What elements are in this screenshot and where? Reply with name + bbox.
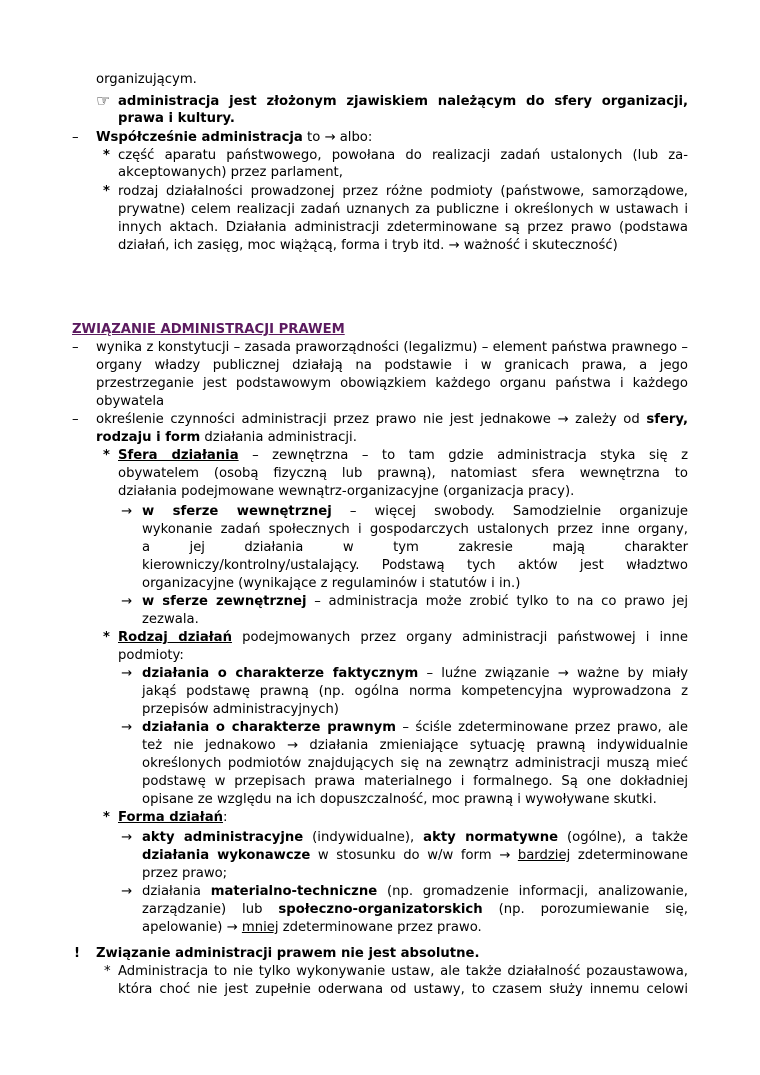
dash-bullet: – — [72, 340, 79, 355]
bold-text: w sferze zewnętrznej — [142, 594, 307, 609]
underlined-text: mniej — [241, 920, 279, 935]
text-line — [118, 447, 688, 465]
word: charakter — [624, 540, 688, 555]
text-line: organizującym. — [96, 72, 197, 87]
text-line — [96, 129, 372, 147]
word: tym — [393, 540, 419, 555]
bold-text: rodzaju i form — [96, 430, 201, 445]
text-line: podstawę w przepisach prawa materialnego i formalnego. Są one dokładniej — [142, 774, 688, 789]
bold-text: Współcześnie administracja — [96, 130, 303, 145]
word: mają — [552, 540, 586, 555]
text-line — [142, 901, 688, 919]
bold-text: w sferze wewnętrznej — [142, 504, 332, 519]
star-bullet: * — [103, 810, 110, 825]
bold-underlined-text: Forma działań — [118, 810, 223, 825]
text-line: działań, ich zasięg, moc wiążącą, forma i tryb itd. → ważność i skuteczność) — [118, 238, 618, 253]
section-heading: ZWIĄZANIE ADMINISTRACJI PRAWEM — [72, 322, 345, 337]
text-line: wykonanie zadań społecznych i gospodarczych ustalonych przez inne organy, — [142, 522, 688, 537]
bold-text: działania o charakterze faktycznym — [142, 666, 419, 681]
text-line — [142, 593, 688, 611]
bold-text: sfery, — [646, 412, 688, 427]
word: jej — [189, 540, 205, 555]
dash-bullet: – — [72, 412, 79, 427]
text-span: określenie czynności administracji przez prawo nie jest jednakowe → zależy od — [96, 412, 647, 427]
star-bullet: * — [103, 148, 110, 163]
text-span: zdeterminowane — [570, 848, 689, 863]
text-line: przez prawo; — [142, 866, 228, 881]
underlined-text: bardziej — [517, 848, 571, 863]
star-bullet: * — [103, 630, 110, 645]
text-line: też nie jednakowo → działania zmieniające sytuację prawną indywidualnie — [142, 738, 688, 753]
arrow-bullet: → — [121, 830, 133, 845]
text-span: podejmowanych przez organy administracji państwowej i inne — [231, 630, 688, 645]
pointing-hand-icon: ☞ — [96, 91, 111, 110]
text-line: która choć nie jest zupełnie oderwana od ustawy, to czasem służy innemu celowi — [118, 982, 688, 997]
bold-text: działania wykonawcze — [142, 848, 311, 863]
text-line: Administracja to nie tylko wykonywanie ustaw, ale także działalność pozaustawowa, — [118, 964, 688, 979]
exclamation-icon: ! — [74, 946, 81, 961]
text-line — [118, 809, 227, 827]
text-line: akceptowanych) przez parlament, — [118, 165, 343, 180]
bold-text: materialno-techniczne — [210, 884, 378, 899]
text-span: : — [222, 810, 228, 825]
word: zakresie — [458, 540, 513, 555]
text-line — [142, 829, 688, 847]
text-span: – administracja może zrobić tylko to na co prawo jej — [306, 594, 689, 609]
text-line: kierowniczy/kontrolny/ustalający. Podstawą tych aktów jest władztwo — [142, 558, 688, 573]
text-line: jakąś podstawę prawną (np. ogólna norma kompetencyjna wyprowadzona z — [142, 684, 688, 699]
text-line: część aparatu państwowego, powołana do realizacji zadań ustalonych (lub za- — [118, 148, 688, 163]
text-span: – ściśle zdeterminowane przez prawo, ale — [395, 720, 688, 735]
text-span: zdeterminowane przez prawo. — [278, 920, 482, 935]
text-line — [96, 429, 357, 447]
text-line: organizacyjne (wynikające z regulaminów i statutów i in.) — [142, 576, 521, 591]
text-line — [96, 411, 688, 429]
text-line — [142, 665, 688, 683]
text-line: prywatne) celem realizacji zadań uznanych za publiczne i określonych w ustawach i — [118, 202, 688, 217]
word: działania — [244, 540, 304, 555]
text-span: – więcej swobody. Samodzielnie organizuje — [331, 504, 688, 519]
text-line — [142, 503, 688, 521]
text-line — [142, 719, 688, 737]
text-line: określonych podmiotów znajdujących się na zewnątrz administracji muszą mieć — [142, 756, 688, 771]
text-span: (indywidualne), — [303, 830, 424, 845]
text-line — [142, 883, 688, 901]
text-line — [142, 847, 688, 865]
text-line — [142, 919, 482, 937]
text-line: prawa i kultury. — [118, 111, 235, 126]
bold-text: akty administracyjne — [142, 830, 304, 845]
text-line: przestrzeganie jest podstawowym obowiązkiem każdego organu państwa i każdego — [96, 376, 688, 391]
text-span: zarządzanie) lub — [142, 902, 279, 917]
text-line: innych aktach. Działania administracji zdeterminowane są przez prawo (podstawa — [118, 220, 688, 235]
text-span: – luźne związanie → ważne by miały — [418, 666, 688, 681]
text-line — [142, 539, 688, 557]
text-span: (np. porozumiewanie się, — [482, 902, 688, 917]
text-line: zezwala. — [142, 612, 199, 627]
text-span: to → albo: — [302, 130, 373, 145]
text-line — [118, 629, 688, 647]
bold-text: akty normatywne — [423, 830, 559, 845]
text-span: działania — [142, 884, 211, 899]
arrow-bullet: → — [121, 884, 133, 899]
text-line: organy władzy publicznej działają na podstawie i w granicach prawa, a jego — [96, 358, 688, 373]
bold-text: działania o charakterze prawnym — [142, 720, 396, 735]
bold-underlined-text: Sfera działania — [118, 448, 239, 463]
text-line: administracja jest złożonym zjawiskiem należącym do sfery organizacji, — [118, 94, 688, 109]
text-span: w stosunku do w/w form → — [310, 848, 518, 863]
bold-text: społeczno-organizatorskich — [278, 902, 483, 917]
bold-underlined-text: Rodzaj działań — [118, 630, 232, 645]
word: w — [342, 540, 354, 555]
text-line: opisane ze względu na ich dopuszczalność, moc prawną i wywoływane skutki. — [142, 792, 657, 807]
arrow-bullet: → — [121, 504, 133, 519]
text-span: – zewnętrzna – to tam gdzie administracja styka się z — [238, 448, 688, 463]
arrow-bullet: → — [121, 594, 133, 609]
star-bullet: * — [103, 448, 110, 463]
text-line: podmioty: — [118, 648, 184, 663]
text-span: (np. gromadzenie informacji, analizowanie, — [377, 884, 688, 899]
text-line: obywatela — [96, 394, 165, 409]
text-line: przepisów administracyjnych) — [142, 702, 339, 717]
text-span: (ogólne), a także — [558, 830, 688, 845]
word: a — [142, 540, 151, 555]
text-span: działania administracji. — [200, 430, 357, 445]
arrow-bullet: → — [121, 720, 133, 735]
text-line: wynika z konstytucji – zasada praworządności (legalizmu) – element państwa prawnego – — [96, 340, 688, 355]
text-line: obywatelem (osobą fizyczną lub prawną), natomiast sfera wewnętrzna to — [118, 466, 688, 481]
text-line: rodzaj działalności prowadzonej przez różne podmioty (państwowe, samorządowe, — [118, 184, 688, 199]
note-title: Związanie administracji prawem nie jest absolutne. — [96, 946, 480, 961]
dash-bullet: – — [72, 130, 79, 145]
text-line: działania podejmowane wewnątrz-organizacyjne (organizacja pracy). — [118, 484, 575, 499]
star-bullet: * — [104, 964, 111, 979]
star-bullet: * — [103, 184, 110, 199]
arrow-bullet: → — [121, 666, 133, 681]
text-span: apelowanie) → — [142, 920, 242, 935]
